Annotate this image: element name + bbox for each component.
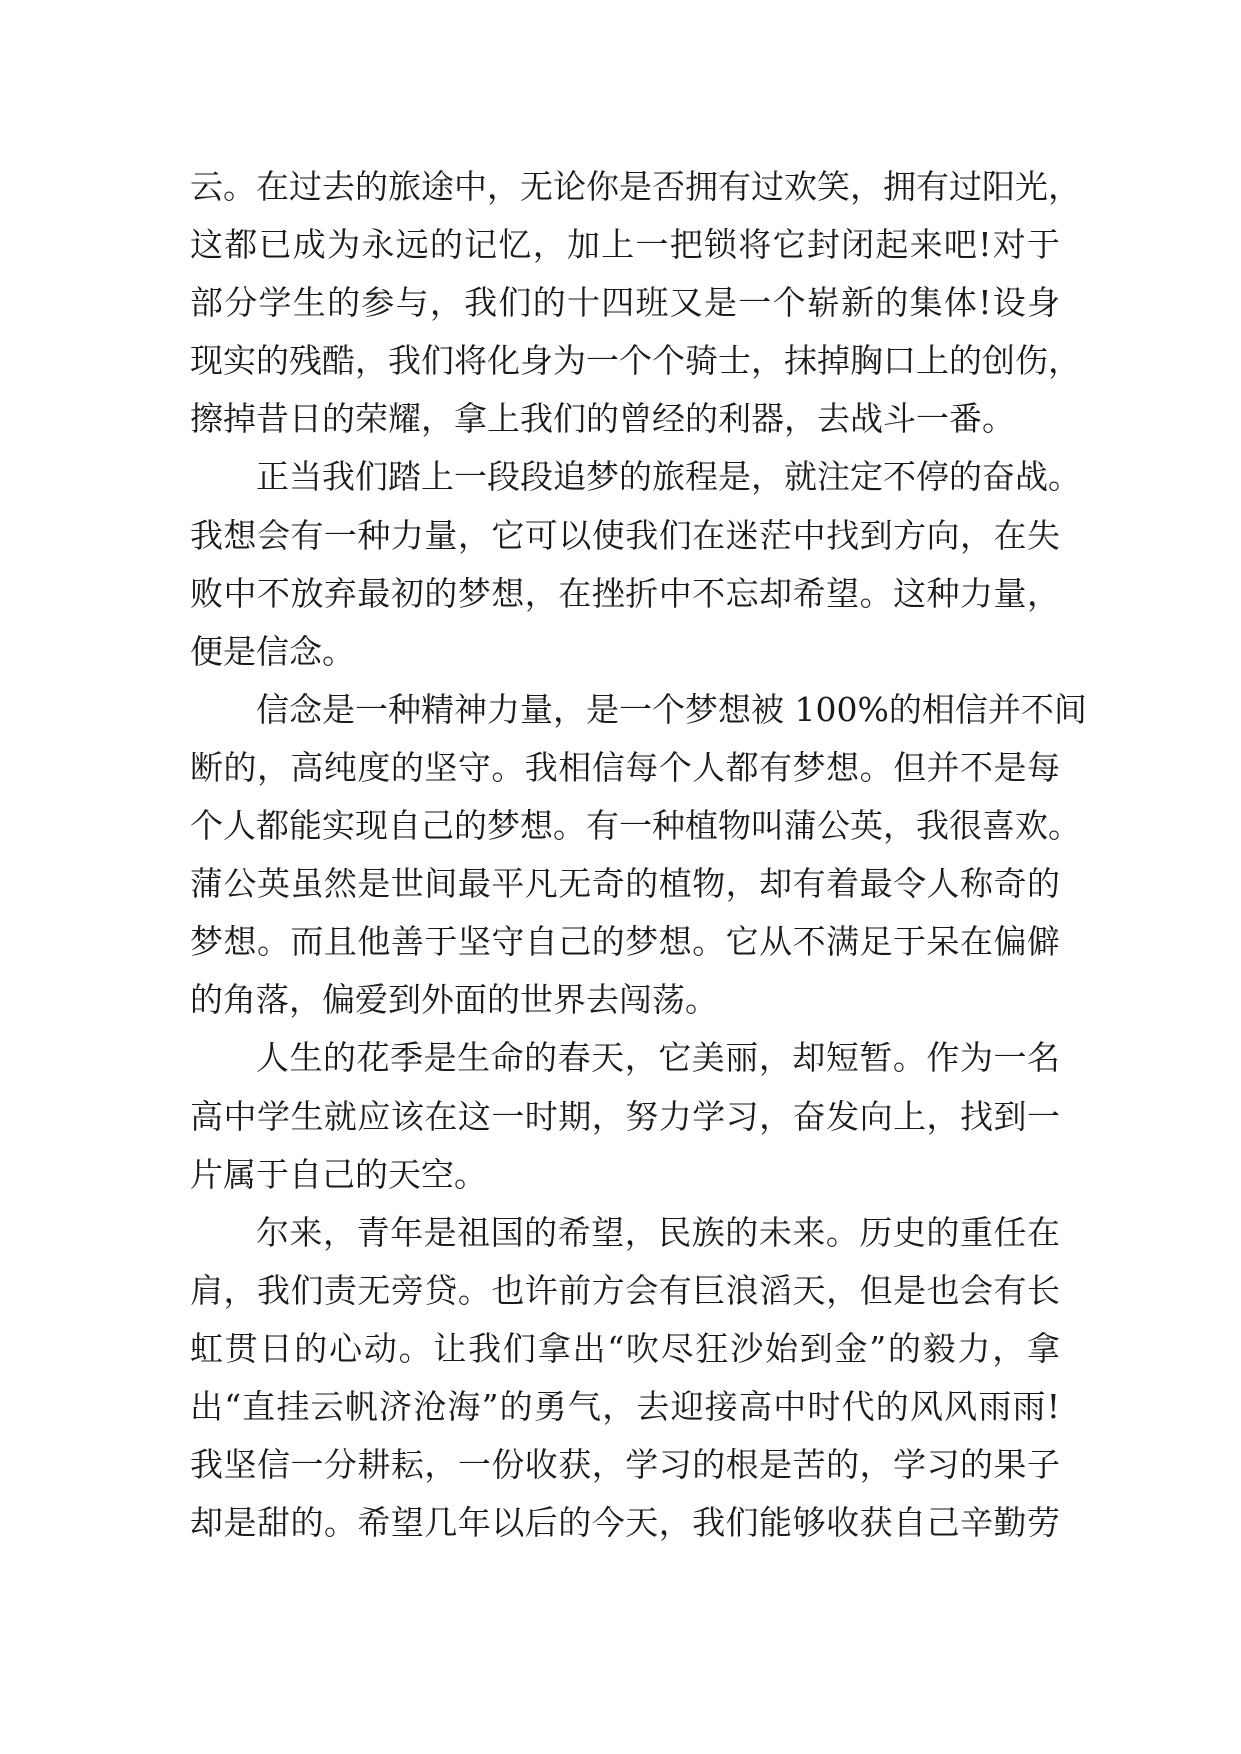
text-line: 我坚信一分耕耘，一份收获，学习的根是苦的，学习的果子: [190, 1445, 1060, 1485]
text-line: 信念是一种精神力量，是一个梦想被 100%的相信并不间: [256, 689, 1087, 729]
text-line: 高中学生就应该在这一时期，努力学习，奋发向上，找到一: [190, 1096, 1060, 1136]
text-line: 梦想。而且他善于坚守自己的梦想。它从不满足于呆在偏僻: [190, 922, 1060, 962]
paragraph: [190, 448, 1081, 680]
text-line: 蒲公英虽然是世间最平凡无奇的植物，却有着最令人称奇的: [190, 864, 1060, 904]
text-line: 肩，我们责无旁贷。也许前方会有巨浪滔天，但是也会有长: [190, 1270, 1060, 1310]
text-line: 正当我们踏上一段段追梦的旅程是，就注定不停的奋战。: [256, 457, 1081, 497]
paragraph: [190, 681, 1087, 1030]
paragraph: [190, 1029, 1060, 1203]
paragraph: [190, 158, 1081, 448]
text-line: 断的，高纯度的坚守。我相信每个人都有梦想。但并不是每: [190, 747, 1060, 787]
text-line: 出“直挂云帆济沧海”的勇气，去迎接高中时代的风风雨雨!: [190, 1386, 1060, 1426]
text-line: 虹贯日的心动。让我们拿出“吹尽狂沙始到金”的毅力，拿: [190, 1328, 1060, 1368]
text-line: 片属于自己的天空。: [190, 1154, 487, 1194]
text-line: 的角落，偏爱到外面的世界去闯荡。: [190, 980, 718, 1020]
text-line: 现实的残酷，我们将化身为一个个骑士，抹掉胸口上的创伤，: [190, 341, 1081, 381]
text-line: 败中不放弃最初的梦想，在挫折中不忘却希望。这种力量，: [190, 573, 1060, 613]
text-line: 人生的花季是生命的春天，它美丽，却短暂。作为一名: [256, 1038, 1060, 1078]
text-line: 擦掉昔日的荣耀，拿上我们的曾经的利器，去战斗一番。: [190, 399, 1015, 439]
text-line: 便是信念。: [190, 631, 355, 671]
text-line: 个人都能实现自己的梦想。有一种植物叫蒲公英，我很喜欢。: [190, 806, 1081, 846]
text-line: 却是甜的。希望几年以后的今天，我们能够收获自己辛勤劳: [190, 1503, 1060, 1543]
text-line: 尔来，青年是祖国的希望，民族的未来。历史的重任在: [256, 1212, 1060, 1252]
text-line: 部分学生的参与，我们的十四班又是一个崭新的集体!设身: [190, 283, 1060, 323]
text-line: 我想会有一种力量，它可以使我们在迷茫中找到方向，在失: [190, 515, 1060, 555]
text-line: 云。在过去的旅途中，无论你是否拥有过欢笑，拥有过阳光，: [190, 167, 1081, 206]
document-body: [190, 158, 1087, 1552]
text-line: 这都已成为永远的记忆，加上一把锁将它封闭起来吧!对于: [190, 225, 1060, 265]
paragraph: [190, 1204, 1060, 1553]
